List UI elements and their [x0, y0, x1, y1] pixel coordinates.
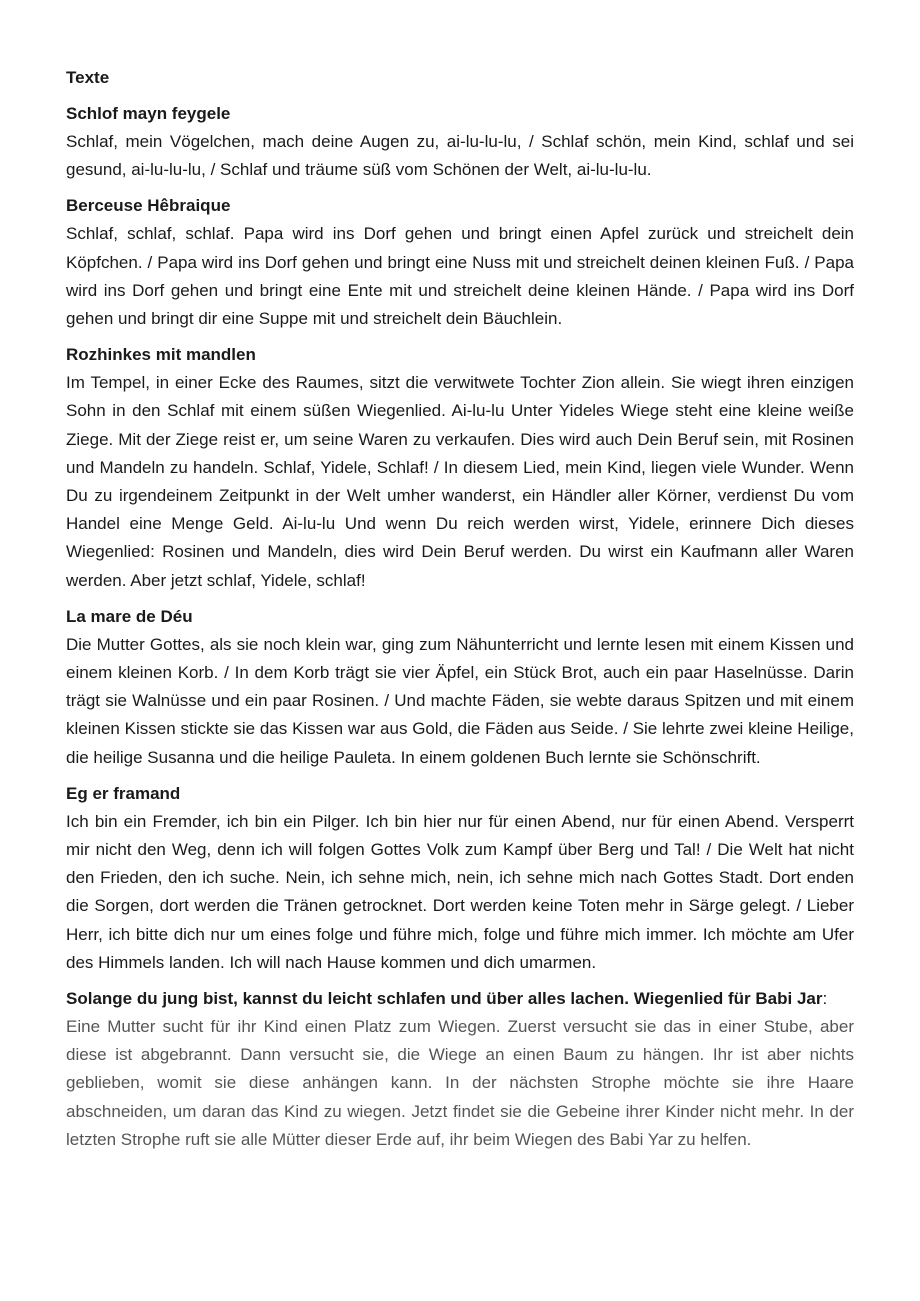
section-body: Ich bin ein Fremder, ich bin ein Pilger. Ich bin hier nur für einen Abend, nur für einen Abend. Versperrt mir nicht den Weg, denn ich will folgen Gottes Volk zum Kampf über Berg und Tal! / Die Welt hat nicht den Frieden, den ich suche. Nein, ich sehne mich, nein, ich sehne mich nach Gottes Stadt. Dort enden die Sorgen, dort werden die Tränen getrocknet. Dort werden keine Toten mehr in Särge gelegt. / Lieber Herr, ich bitte dich nur um eines folge und führe mich, folge und führe mich immer. Ich möchte am Ufer des Himmels landen. Ich will nach Hause kommen und dich umarmen. [66, 811, 854, 972]
section-body: Schlaf, mein Vögelchen, mach deine Augen zu, ai-lu-lu-lu, / Schlaf schön, mein Kind, schlaf und sei gesund, ai-lu-lu-lu, / Schlaf und träume süß vom Schönen der Welt, ai-lu-lu-lu. [66, 132, 854, 180]
section-body: Die Mutter Gottes, als sie noch klein war, ging zum Nähunterricht und lernte lesen mit einem Kissen und einem kleinen Korb. / In dem Korb trägt sie vier Äpfel, ein Stück Brot, auch ein paar Haselnüsse. Darin trägt sie Walnüsse und ein paar Rosinen. / Und machte Fäden, sie webte daraus Spitzen und mit einem kleinen Kissen stickte sie das Kissen war aus Gold, die Fäden aus Seide. / Sie lehrte zwei kleine Heilige, die heilige Susanna und die heilige Pauleta. In einem goldenen Buch lernte sie Schönschrift. [66, 634, 854, 767]
section-title: Berceuse Hêbraique [66, 196, 231, 216]
document-page [66, 64, 854, 1162]
section-title-colon: : [822, 989, 828, 1009]
section-title: Eg er framand [66, 783, 181, 803]
section-schlof-mayn-feygele [66, 100, 854, 184]
section-wiegenlied-babi-jar [66, 985, 854, 1154]
page-heading: Texte [66, 68, 110, 87]
section-la-mare-de-deu [66, 603, 854, 772]
section-body: Schlaf, schlaf, schlaf. Papa wird ins Dorf gehen und bringt einen Apfel zurück und streichelt dein Köpfchen. / Papa wird ins Dorf gehen und bringt eine Nuss mit und streichelt deinen kleinen Fuß. / Papa wird ins Dorf gehen und bringt eine Ente mit und streichelt deine kleinen Hände. / Papa wird ins Dorf gehen und bringt dir eine Suppe mit und streichelt dein Bäuchlein. [66, 224, 854, 329]
section-rozhinkes-mit-mandlen [66, 341, 854, 595]
section-title: Rozhinkes mit mandlen [66, 345, 256, 365]
section-body: Im Tempel, in einer Ecke des Raumes, sitzt die verwitwete Tochter Zion allein. Sie wiegt ihren einzigen Sohn in den Schlaf mit einem süßen Wiegenlied. Ai-lu-lu Unter Yideles Wiege steht eine kleine weiße Ziege. Mit der Ziege reist er, um seine Waren zu verkaufen. Dies wird auch Dein Beruf sein, mit Rosinen und Mandeln zu handeln. Schlaf, Yidele, Schlaf! / In diesem Lied, mein Kind, liegen viele Wunder. Wenn Du zu irgendeinem Zeitpunkt in der Welt umher wanderst, ein Händler aller Körner, verdienst Du vom Handel eine Menge Geld. Ai-lu-lu Und wenn Du reich werden wirst, Yidele, erinnere Dich dieses Wiegenlied: Rosinen und Mandeln, dies wird Dein Beruf werden. Du wirst ein Kaufmann aller Waren werden. Aber jetzt schlaf, Yidele, schlaf! [66, 373, 854, 590]
section-body: Eine Mutter sucht für ihr Kind einen Platz zum Wiegen. Zuerst versucht sie das in einer Stube, aber diese ist abgebrannt. Dann versucht sie, die Wiege an einen Baum zu hängen. Ihr ist aber nichts geblieben, womit sie diese anhängen kann. In der nächsten Strophe möchte sie ihre Haare abschneiden, um daran das Kind zu wiegen. Jetzt findet sie die Gebeine ihrer Kinder nicht mehr. In der letzten Strophe ruft sie alle Mütter dieser Erde auf, ihr beim Wiegen des Babi Yar zu helfen. [66, 1017, 854, 1149]
section-title: Schlof mayn feygele [66, 104, 231, 123]
section-eg-er-framand [66, 780, 854, 977]
section-berceuse-hebraique [66, 192, 854, 333]
section-title [66, 985, 854, 1013]
section-title: La mare de Déu [66, 606, 193, 626]
section-title-text: Solange du jung bist, kannst du leicht schlafen und über alles lachen. Wiegenlied für Babi Jar [66, 989, 823, 1009]
